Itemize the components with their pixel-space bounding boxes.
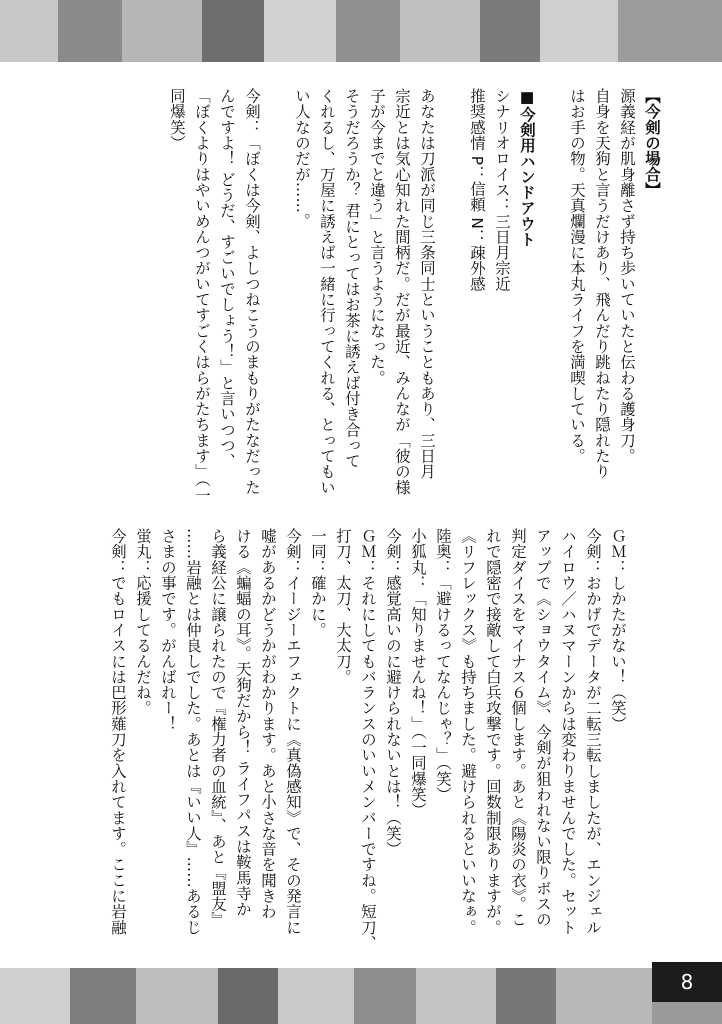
lower-column [98, 528, 630, 958]
dialogue-line: 今剣：「ぼくは今剣、よしつねこうのまもりがたなだった [243, 88, 261, 495]
dialogue-line: れで隠密で接敵して白兵攻撃です。回数制限ありますが。 [484, 528, 502, 935]
handout-line: 推奨感情 P：信頼 N：疎外感 [468, 88, 486, 292]
handout-title: ■ 今剣用ハンドアウト [514, 88, 539, 520]
upper-column [96, 88, 664, 520]
dialogue-line: ＧＭ：それにしてもバランスのいいメンバーですね。短刀、 [359, 528, 377, 951]
dialogue-line: ＧＭ：しかたがない！（笑） [609, 528, 627, 732]
dialogue-line: 嘘があるかどうかがわかります。あと小さな音を聞きわ [259, 528, 277, 920]
dialogue-line: アップで《ショウタイム》、今剣が狙われない限りボスの [534, 528, 552, 928]
intro-line: 源義経が肌身離さず持ち歩いていたと伝わる護身刀。 [618, 88, 636, 464]
body-line: あなたは刀派が同じ三条同士ということもあり、三日月 [418, 88, 436, 480]
dialogue-line: 今剣：感覚高いのに避けられないとは！（笑） [384, 528, 402, 857]
dialogue-line: 今剣：でもロイスには巴形薙刀を入れてます。ここに岩融 [109, 528, 127, 935]
body-line: 宗近とは気心知れた間柄だ。だが最近、みんなが「彼の様 [393, 88, 411, 495]
dialogue-line: 一同：確かに。 [309, 528, 327, 638]
page-number: 8 [652, 962, 722, 1002]
intro-line: 自身を天狗と言うだけあり、飛んだり跳ねたり隠れたり [593, 88, 611, 480]
footer-decoration-band [0, 968, 722, 1024]
spacer [264, 88, 289, 520]
header-decoration-band [0, 0, 722, 62]
handout-line: シナリオロイス：三日月宗近 [493, 88, 511, 292]
body-line: 子が今までと違う」と言うようになった。 [368, 88, 386, 386]
dialogue-line: 打刀、太刀、大太刀。 [334, 528, 352, 685]
spacer [439, 88, 464, 520]
spacer [539, 88, 564, 520]
dialogue-line: 《リフレックス》も持ちました。避けられるといいなぁ。 [459, 528, 477, 935]
dialogue-line: ……岩融とは仲良しでした。あとは『いい人』……あるじ [184, 528, 202, 935]
dialogue-line: ける《蝙蝠の耳》。天狗だから！ ライフパスは鞍馬寺か [234, 528, 252, 917]
dialogue-line: 蛍丸：応援してるんだね。 [134, 528, 152, 716]
dialogue-line: 小狐丸：「知りませんね！」（一同爆笑） [409, 528, 427, 818]
body-line: くれるし、万屋に誘えば一緒に行ってくれる、とってもい [318, 88, 336, 495]
body-line: い人なのだが……。 [293, 88, 311, 229]
dialogue-line: 陸奥：「避けるってなんじゃ？」（笑） [434, 528, 452, 802]
body-line: そうだろうか？ 君にとってはお茶に誘えば付き合って [343, 88, 361, 469]
dialogue-line: んですよ！ どうだ、すごいでしょう！」と言いつつ、 [218, 88, 236, 469]
dialogue-line: 同爆笑） [168, 88, 186, 151]
dialogue-line: 「ぼくよりはやいめんつがいてすごくはらがたちます」（一 [193, 88, 211, 503]
dialogue-line: ら義経公に譲られたので『権力者の血統』、あと『盟友』 [209, 528, 227, 928]
intro-line: はお手の物。天真爛漫に本丸ライフを満喫している。 [568, 88, 586, 464]
section-title: 【今剣の場合】 [643, 88, 661, 198]
dialogue-line: 今剣：イージーエフェクトに《真偽感知》で、その発言に [284, 528, 302, 935]
dialogue-line: 判定ダイスをマイナス６個します。あと《陽炎の衣》。こ [509, 528, 527, 928]
dialogue-line: 今剣：おかげでデータが二転三転しましたが、エンジェル [584, 528, 602, 935]
dialogue-line: さまの事です。がんばれー！ [159, 528, 177, 732]
dialogue-line: ハイロウ／ハヌマーンからは変わりませんでした。セット [559, 528, 577, 935]
